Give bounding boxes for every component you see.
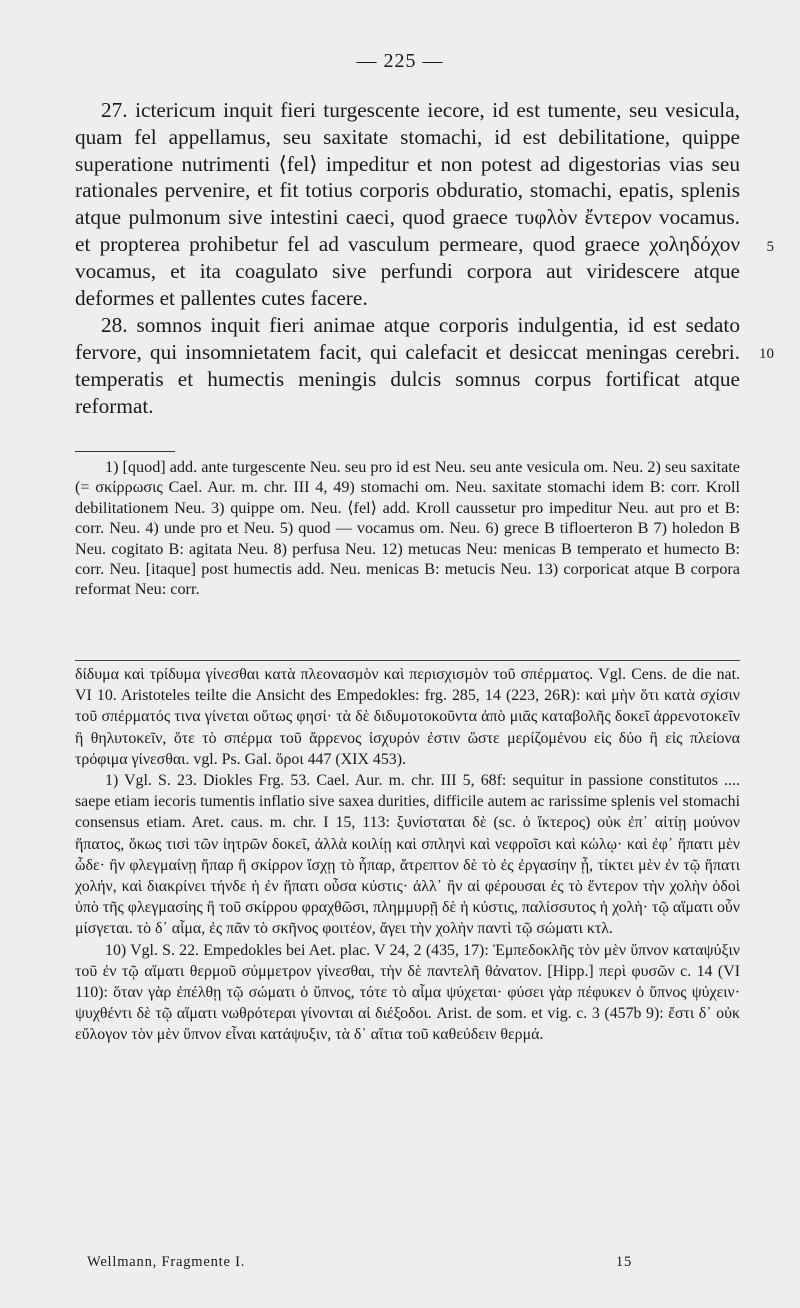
paragraph-28: 28. somnos inquit fieri animae atque corporis indulgentia, id est sedato fervore, qui insomnietatem facit, qui calefacit et desiccat meningas cerebri. temperatis et humectis meningis dulcis somnus corpus fortificat atque reformat. [75, 313, 740, 418]
footer [87, 1254, 632, 1271]
commentary-paragraph: δίδυμα καὶ τρίδυμα γίνεσθαι κατὰ πλεονασμὸν καὶ περισχισμὸν τοῦ σπέρματος. Vgl. Cens. de die nat. VI 10. Aristoteles teilte die Ansicht des Empedokles: frg. 285, 14 (223, 26R): καὶ μὴν ὅτι κατὰ σχίσιν τοῦ σπέρματός τινα γίνεται οὕτως φησί· τὰ δὲ διδυμοτοκοῦντα ἀπὸ μιᾶς καταβολῆς δοκεῖ ἀρρενοτοκεῖν ἢ θηλυτοκεῖν, ὅτε τὸ σπέρμα τοῦ ἄρρενος ἰσχυρόν ἐστιν ὥστε μερίζομένου εἰς δύο ἢ εἰς πλείονα τρόφιμα γίνεσθαι. vgl. Ps. Gal. ὅροι 447 (XIX 453). [75, 666, 740, 768]
commentary-paragraph: 10) Vgl. S. 22. Empedokles bei Aet. plac. V 24, 2 (435, 17): Ἐμπεδοκλῆς τὸν μὲν ὕπνον καταψύξιν τοῦ ἐν τῷ αἵματι θερμοῦ σύμμετρον γίνεσθαι, τὴν δὲ παντελῆ θάνατον. [Hipp.] περὶ φυσῶν c. 14 (VI 110): ὅταν γὰρ ἐπέλθῃ τῷ σώματι ὁ ὕπνος, τότε τὸ αἷμα ψύχεται· φύσει γὰρ πέφυκεν ὁ ὕπνος ψύχειν· ψυχθέντι δὲ τῷ αἵματι νωθρότεραι γίνονται αἱ διέξοδοι. Arist. de som. et vig. c. 3 (457b 9): ἔστι δ᾽ οὐκ εὔλογον τὸν μὲν ὕπνον εἶναι κατάψυξιν, τὰ δ᾽ αἴτια τοῦ καθεύδειν θερμά. [75, 941, 740, 1044]
apparatus-text: 1) [quod] add. ante turgescente Neu. seu pro id est Neu. seu ante vesicula om. Neu. 2) seu saxitate (= σκίρρωσις Cael. Aur. m. chr. III 4, 49) stomachi om. Neu. saxitate stomachi idem B: corr. Kroll debilitationem Neu. 3) quippe om. Neu. ⟨fel⟩ add. Kroll caussetur pro impeditur Neu. aut pro et B: corr. Neu. 4) unde pro et Neu. 5) quod — vocamus om. Neu. 6) grece B tifloerteron B 7) holedon B Neu. cogitato B: agitata Neu. 8) perfusa Neu. 12) metucas Neu: menicas B temperato et humecto B: corr. Neu. [itaque] post humectis add. Neu. menicas B: metucis Neu. 13) corporicat atque B corpora reformat Neu: corr. [75, 458, 740, 599]
critical-apparatus [75, 457, 740, 600]
commentary [75, 664, 740, 1046]
page-number: — 225 — [356, 50, 444, 72]
commentary-paragraph: 1) Vgl. S. 23. Diokles Frg. 53. Cael. Aur. m. chr. III 5, 68f: sequitur in passione constitutos .... saepe etiam iecoris tumentis inflatio sive saxea durities, difficile autem ac rarissime splenis vel stomachi consensus etiam. Aret. caus. m. chr. I 15, 113: ξυνίσταται δὲ (sc. ὁ ἴκτερος) οὐκ ἐπ᾽ αἰτίῃ μούνον ἥπατος, ὅκως τισὶ τῶν ἰητρῶν δοκεῖ, ἀλλὰ κοιλίῃ καὶ σπληνὶ καὶ νεφροῖσι καὶ κώλῳ· καὶ ἐφ᾽ ἥπατι μὲν ὧδε· ἢν φλεγμαίνῃ ἥπαρ ἢ σκίρρον ἴσχῃ τὸ ἧπαρ, ἄτρεπτον δὲ τὸ ἐς ἐργασίην ᾖ, τίκτει μὲν ἐν τῷ ἥπατι χολήν, καὶ διακρίνει τήνδε ἡ ἐν ἥπατι οὖσα κύστις· ἀλλ᾽ ἢν αἱ φέρουσαι ἐς τὸ ἔντερον τὴν χολὴν ὁδοὶ ὑπὸ τῆς φλεγμασίης ἢ τοῦ σκίρρου φραχθῶσι, πλημμυρῇ δὲ ἡ κύστις, παλίσσυτος ἡ χολὴ· τῷ αἵματι οὖν μίσγεται. τὸ δ᾽ αἷμα, ἐς πᾶν τὸ σκῆνος φοιτέον, ἄγει τὴν χολὴν παντὶ τῷ σώματι κτλ. [75, 772, 740, 938]
line-number-5: 5 [766, 239, 774, 255]
paragraph-27: 27. ictericum inquit fieri turgescente iecore, id est tumente, seu vesicula, quam fel appellamus, seu saxitate stomachi, id est debilitatione, quippe superatione nutrimenti ⟨fel⟩ impeditur et non potest ad digestorias vias seu rationales pervenire, et fit totius corporis obduratio, stomachi, epatis, splenis atque pulmonum sive intestini caeci, quod graece τυφλὸν ἔντερον vocamus. et propterea prohibetur fel ad vasculum permeare, quod graece χοληδόχον vocamus, et ita coagulato sive perfundi corpora aut viridescere atque deformes et pallentes cutes facere. [75, 98, 740, 310]
commentary-divider [75, 660, 740, 661]
signature-number: 15 [615, 1254, 632, 1270]
signature-line: Wellmann, Fragmente I. [87, 1254, 246, 1270]
main-text [75, 97, 740, 420]
apparatus-divider [75, 451, 175, 452]
line-number-10: 10 [759, 346, 774, 362]
